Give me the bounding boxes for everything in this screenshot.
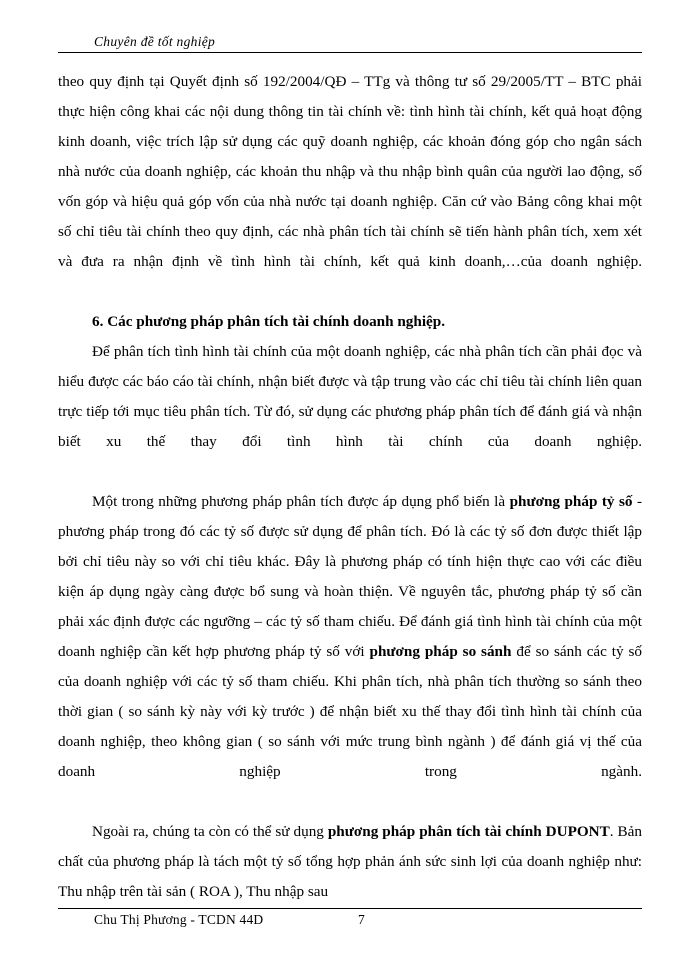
document-body [58, 67, 642, 907]
header-divider [58, 52, 642, 53]
term-so-sanh: phương pháp so sánh [369, 643, 512, 660]
page-header: Chuyên đề tốt nghiệp [94, 34, 216, 49]
paragraph-3-run-3: - phương pháp trong đó các tỷ số được sử dụng để phân tích. Đó là các tỷ số đơn được thiết lập bởi chỉ tiêu này so với chỉ tiêu khác. Đây là phương pháp có tính hiện thực cao với các điều kiện áp dụng ngày càng được bổ sung và hoàn thiện. Về nguyên tắc, phương pháp tỷ số cần phải xác định được các ngưỡng – các tỷ số tham chiếu. Để đánh giá tình hình tài chính của một doanh nghiệp cần kết hợp phương pháp tỷ số với [58, 493, 642, 660]
paragraph-1: theo quy định tại Quyết định số 192/2004/QĐ – TTg và thông tư số 29/2005/TT – BTC phải thực hiện công khai các nội dung thông tin tài chính về: tình hình tài chính, kết quả hoạt động kinh doanh, việc trích lập sử dụng các quỹ doanh nghiệp, các khoản đóng góp cho ngân sách nhà nước của doanh nghiệp, các khoản thu nhập và thu nhập bình quân của người lao động, số vốn góp và hiệu quả góp vốn của nhà nước tại doanh nghiệp. Căn cứ vào Bảng công khai một số chỉ tiêu tài chính theo quy định, các nhà phân tích tài chính sẽ tiến hành phân tích, xem xét và đưa ra nhận định về tình hình tài chính, kết quả kinh doanh,…của doanh nghiệp. [58, 73, 642, 270]
paragraph-4 [58, 817, 642, 907]
footer-author: Chu Thị Phương - TCDN 44D [94, 912, 264, 927]
page-footer-area [58, 908, 642, 932]
paragraph-3 [58, 487, 642, 817]
section-heading-6: 6. Các phương pháp phân tích tài chính doanh nghiệp. [92, 313, 446, 330]
page-footer [58, 912, 642, 932]
paragraph-3-run-5: để so sánh các tỷ số của doanh nghiệp với các tỷ số tham chiếu. Khi phân tích, nhà phân tích thường so sánh theo thời gian ( so sánh kỳ này với kỳ trước ) để nhận biết xu thế thay đổi tình hình tài chính của doanh nghiệp, theo không gian ( so sánh với mức trung bình ngành ) để đánh giá vị thế của doanh nghiệp trong ngành. [58, 643, 643, 780]
paragraph-4-run-3: . Bản chất của phương pháp là tách một tỷ số tổng hợp phản ánh sức sinh lợi của doanh nghiệp như: Thu nhập trên tài sản ( ROA ), Thu nhập sau [58, 823, 642, 900]
page-number: 7 [358, 912, 365, 927]
footer-divider [58, 908, 642, 909]
paragraph-4-run-1: Ngoài ra, chúng ta còn có thể sử dụng [92, 823, 328, 840]
term-dupont: phương pháp phân tích tài chính DUPONT [327, 823, 610, 840]
term-ty-so: phương pháp tỷ số [509, 493, 633, 510]
paragraph-3-run-1: Một trong những phương pháp phân tích được áp dụng phổ biến là [92, 493, 510, 510]
paragraph-2: Để phân tích tình hình tài chính của một doanh nghiệp, các nhà phân tích cần phải đọc và hiểu được các báo cáo tài chính, nhận biết được và tập trung vào các chỉ tiêu tài chính liên quan trực tiếp tới mục tiêu phân tích. Từ đó, sử dụng các phương pháp phân tích để đánh giá và nhận biết xu thế thay đổi tình hình tài chính của doanh nghiệp. [58, 343, 642, 450]
